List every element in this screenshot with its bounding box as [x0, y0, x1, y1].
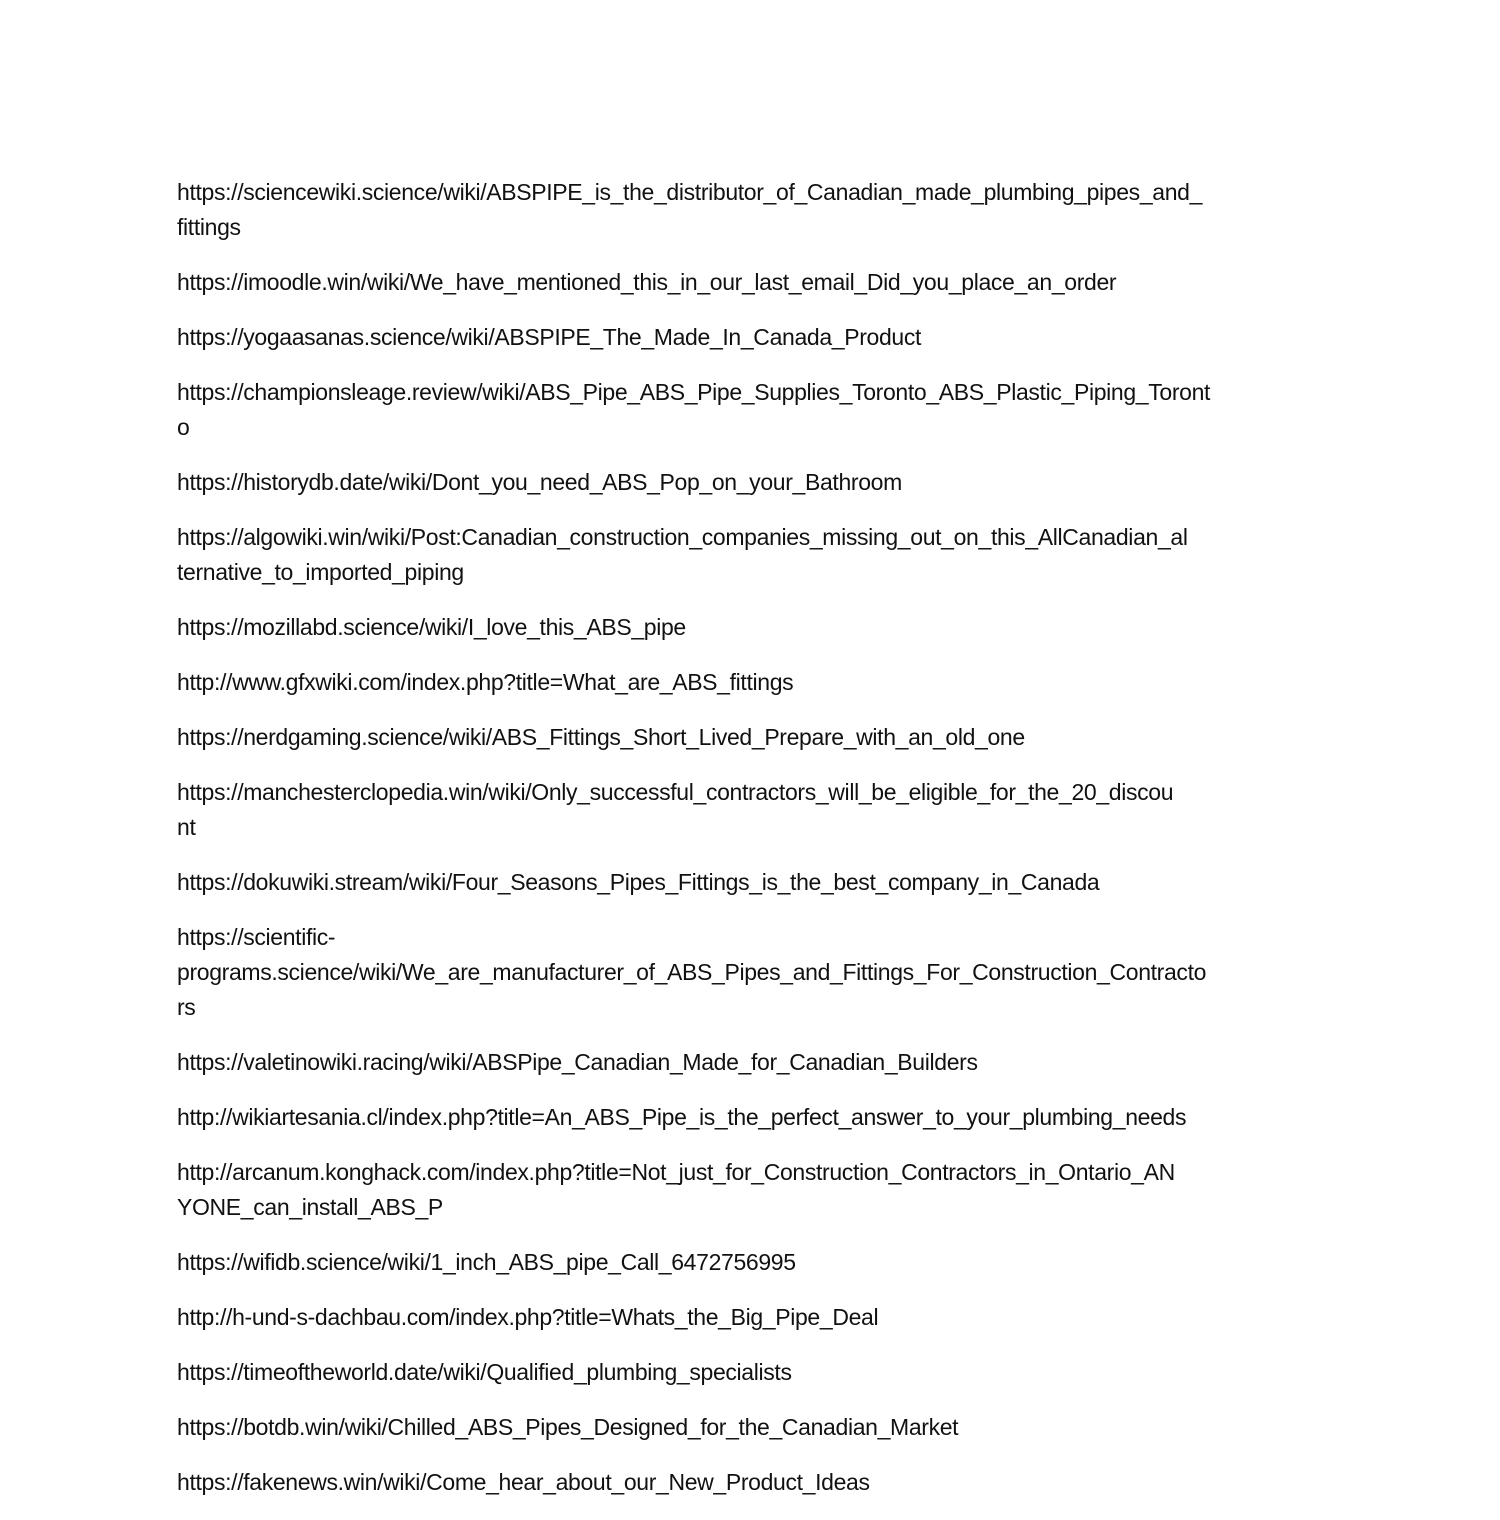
url-line: https://championsleage.review/wiki/ABS_Pipe_ABS_Pipe_Supplies_Toronto_ABS_Plastic_Piping_Toront	[177, 379, 1211, 405]
url-paragraph	[177, 1300, 1337, 1335]
url-paragraph	[177, 1155, 1337, 1225]
url-line: https://imoodle.win/wiki/We_have_mentioned_this_in_our_last_email_Did_you_place_an_order	[177, 269, 1117, 295]
url-line: https://scientific-	[177, 924, 336, 950]
url-line: https://mozillabd.science/wiki/I_love_this_ABS_pipe	[177, 614, 686, 640]
url-list	[177, 175, 1337, 1520]
url-paragraph	[177, 375, 1337, 445]
url-line: https://nerdgaming.science/wiki/ABS_Fittings_Short_Lived_Prepare_with_an_old_one	[177, 724, 1025, 750]
url-paragraph	[177, 1465, 1337, 1500]
url-line: https://algowiki.win/wiki/Post:Canadian_construction_companies_missing_out_on_this_AllCanadian_al	[177, 524, 1188, 550]
url-line: http://arcanum.konghack.com/index.php?title=Not_just_for_Construction_Contractors_in_Ontario_AN	[177, 1159, 1175, 1185]
url-paragraph	[177, 320, 1337, 355]
url-line: programs.science/wiki/We_are_manufacturer_of_ABS_Pipes_and_Fittings_For_Construction_Contracto	[177, 959, 1207, 985]
url-paragraph	[177, 920, 1337, 1025]
url-line: https://sciencewiki.science/wiki/ABSPIPE_is_the_distributor_of_Canadian_made_plumbing_pipes_and_	[177, 179, 1203, 205]
url-paragraph	[177, 1100, 1337, 1135]
url-line: rs	[177, 994, 196, 1020]
url-line: o	[177, 414, 190, 440]
url-line: https://valetinowiki.racing/wiki/ABSPipe_Canadian_Made_for_Canadian_Builders	[177, 1049, 978, 1075]
url-line: ternative_to_imported_piping	[177, 559, 464, 585]
url-paragraph	[177, 610, 1337, 645]
url-line: https://yogaasanas.science/wiki/ABSPIPE_The_Made_In_Canada_Product	[177, 324, 922, 350]
url-paragraph	[177, 465, 1337, 500]
url-line: http://wikiartesania.cl/index.php?title=An_ABS_Pipe_is_the_perfect_answer_to_your_plumbing_needs	[177, 1104, 1187, 1130]
url-line: https://manchesterclopedia.win/wiki/Only_successful_contractors_will_be_eligible_for_the_20_discou	[177, 779, 1174, 805]
url-paragraph	[177, 1245, 1337, 1280]
url-paragraph	[177, 865, 1337, 900]
url-line: https://botdb.win/wiki/Chilled_ABS_Pipes_Designed_for_the_Canadian_Market	[177, 1414, 959, 1440]
url-paragraph	[177, 175, 1337, 245]
url-line: https://fakenews.win/wiki/Come_hear_about_our_New_Product_Ideas	[177, 1469, 870, 1495]
url-line: fittings	[177, 214, 241, 240]
url-line: https://dokuwiki.stream/wiki/Four_Seasons_Pipes_Fittings_is_the_best_company_in_Canada	[177, 869, 1100, 895]
url-paragraph	[177, 775, 1337, 845]
url-paragraph	[177, 665, 1337, 700]
url-paragraph	[177, 265, 1337, 300]
url-paragraph	[177, 1045, 1337, 1080]
url-paragraph	[177, 1410, 1337, 1445]
url-line: https://wifidb.science/wiki/1_inch_ABS_pipe_Call_6472756995	[177, 1249, 796, 1275]
url-line: https://timeoftheworld.date/wiki/Qualified_plumbing_specialists	[177, 1359, 792, 1385]
url-line: http://h-und-s-dachbau.com/index.php?title=Whats_the_Big_Pipe_Deal	[177, 1304, 879, 1330]
url-line: http://www.gfxwiki.com/index.php?title=What_are_ABS_fittings	[177, 669, 794, 695]
url-paragraph	[177, 1355, 1337, 1390]
url-line: nt	[177, 814, 196, 840]
url-paragraph	[177, 720, 1337, 755]
url-line: https://historydb.date/wiki/Dont_you_need_ABS_Pop_on_your_Bathroom	[177, 469, 902, 495]
url-line: YONE_can_install_ABS_P	[177, 1194, 443, 1220]
url-paragraph	[177, 520, 1337, 590]
